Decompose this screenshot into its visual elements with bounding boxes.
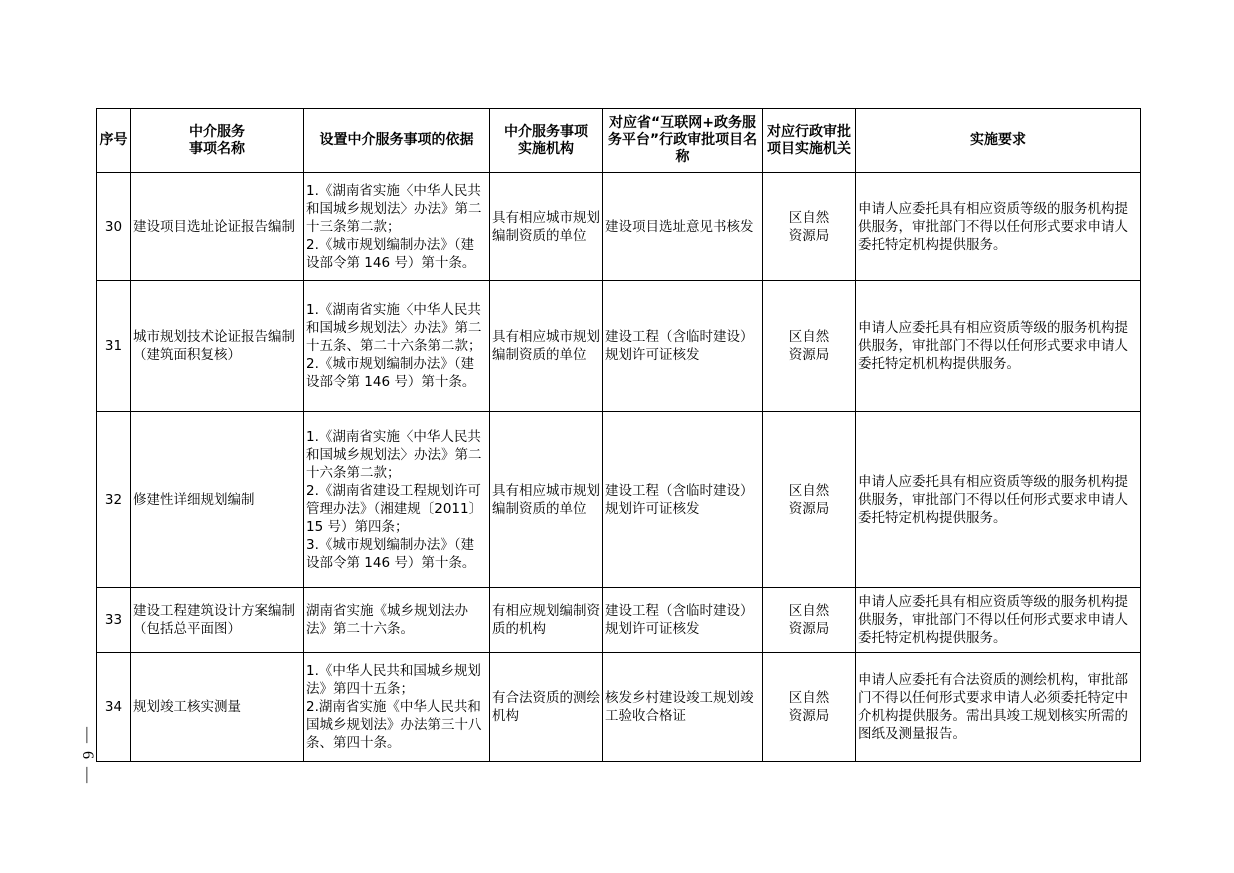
row-platform-item: 建设项目选址意见书核发 bbox=[603, 173, 763, 281]
row-seq: 31 bbox=[97, 281, 131, 412]
row-basis: 1.《湖南省实施〈中华人民共和国城乡规划法〉办法》第二十三条第二款； 2.《城市规划编制办法》（建设部令第 146 号）第十条。 bbox=[304, 173, 490, 281]
row-basis: 1.《湖南省实施〈中华人民共和国城乡规划法〉办法》第二十五条、第二十六条第二款； 2.《城市规划编制办法》（建设部令第 146 号）第十条。 bbox=[304, 281, 490, 412]
header-basis: 设置中介服务事项的依据 bbox=[304, 109, 490, 173]
row-item-name: 城市规划技术论证报告编制（建筑面积复核） bbox=[131, 281, 304, 412]
row-agency: 有相应规划编制资质的机构 bbox=[490, 588, 603, 653]
row-requirement: 申请人应委托有合法资质的测绘机构，审批部门不得以任何形式要求申请人必须委托特定中介机构提供服务。需出具竣工规划核实所需的图纸及测量报告。 bbox=[856, 653, 1141, 762]
row-item-name: 建设项目选址论证报告编制 bbox=[131, 173, 304, 281]
header-authority: 对应行政审批项目实施机关 bbox=[763, 109, 856, 173]
row-requirement: 申请人应委托具有相应资质等级的服务机构提供服务，审批部门不得以任何形式要求申请人委托特定机机构提供服务。 bbox=[856, 281, 1141, 412]
row-requirement: 申请人应委托具有相应资质等级的服务机构提供服务，审批部门不得以任何形式要求申请人委托特定机构提供服务。 bbox=[856, 412, 1141, 588]
header-item-name: 中介服务 事项名称 bbox=[131, 109, 304, 173]
table-header-row bbox=[97, 109, 1141, 173]
row-basis: 湖南省实施《城乡规划法办法》第二十六条。 bbox=[304, 588, 490, 653]
row-platform-item: 建设工程（含临时建设）规划许可证核发 bbox=[603, 588, 763, 653]
header-agency: 中介服务事项 实施机构 bbox=[490, 109, 603, 173]
table-row bbox=[97, 653, 1141, 762]
table-row bbox=[97, 412, 1141, 588]
row-seq: 32 bbox=[97, 412, 131, 588]
row-authority: 区自然 资源局 bbox=[763, 653, 856, 762]
row-platform-item: 建设工程（含临时建设）规划许可证核发 bbox=[603, 281, 763, 412]
row-requirement: 申请人应委托具有相应资质等级的服务机构提供服务，审批部门不得以任何形式要求申请人委托特定机构提供服务。 bbox=[856, 588, 1141, 653]
row-item-name: 修建性详细规划编制 bbox=[131, 412, 304, 588]
table-row bbox=[97, 173, 1141, 281]
row-requirement: 申请人应委托具有相应资质等级的服务机构提供服务，审批部门不得以任何形式要求申请人委托特定机构提供服务。 bbox=[856, 173, 1141, 281]
row-agency: 有合法资质的测绘机构 bbox=[490, 653, 603, 762]
table-row bbox=[97, 281, 1141, 412]
row-seq: 30 bbox=[97, 173, 131, 281]
service-items-table bbox=[96, 108, 1141, 762]
row-basis: 1.《湖南省实施〈中华人民共和国城乡规划法〉办法》第二十六条第二款； 2.《湖南省建设工程规划许可管理办法》（湘建规〔2011〕15 号）第四条； 3.《城市规划编制办法》（建设部令第 146 号）第十条。 bbox=[304, 412, 490, 588]
row-authority: 区自然 资源局 bbox=[763, 588, 856, 653]
row-item-name: 规划竣工核实测量 bbox=[131, 653, 304, 762]
header-platform-item: 对应省“互联网+政务服务平台”行政审批项目名称 bbox=[603, 109, 763, 173]
row-authority: 区自然 资源局 bbox=[763, 173, 856, 281]
row-agency: 具有相应城市规划编制资质的单位 bbox=[490, 281, 603, 412]
row-agency: 具有相应城市规划编制资质的单位 bbox=[490, 173, 603, 281]
row-seq: 34 bbox=[97, 653, 131, 762]
row-platform-item: 建设工程（含临时建设）规划许可证核发 bbox=[603, 412, 763, 588]
row-seq: 33 bbox=[97, 588, 131, 653]
row-authority: 区自然 资源局 bbox=[763, 412, 856, 588]
row-basis: 1.《中华人民共和国城乡规划法》第四十五条； 2.湖南省实施《中华人民共和国城乡规划法》办法第三十八条、第四十条。 bbox=[304, 653, 490, 762]
header-seq: 序号 bbox=[97, 109, 131, 173]
page-number: — 6 — bbox=[79, 727, 96, 785]
table-row bbox=[97, 588, 1141, 653]
header-requirement: 实施要求 bbox=[856, 109, 1141, 173]
row-agency: 具有相应城市规划编制资质的单位 bbox=[490, 412, 603, 588]
row-authority: 区自然 资源局 bbox=[763, 281, 856, 412]
row-platform-item: 核发乡村建设竣工规划竣工验收合格证 bbox=[603, 653, 763, 762]
row-item-name: 建设工程建筑设计方案编制（包括总平面图） bbox=[131, 588, 304, 653]
